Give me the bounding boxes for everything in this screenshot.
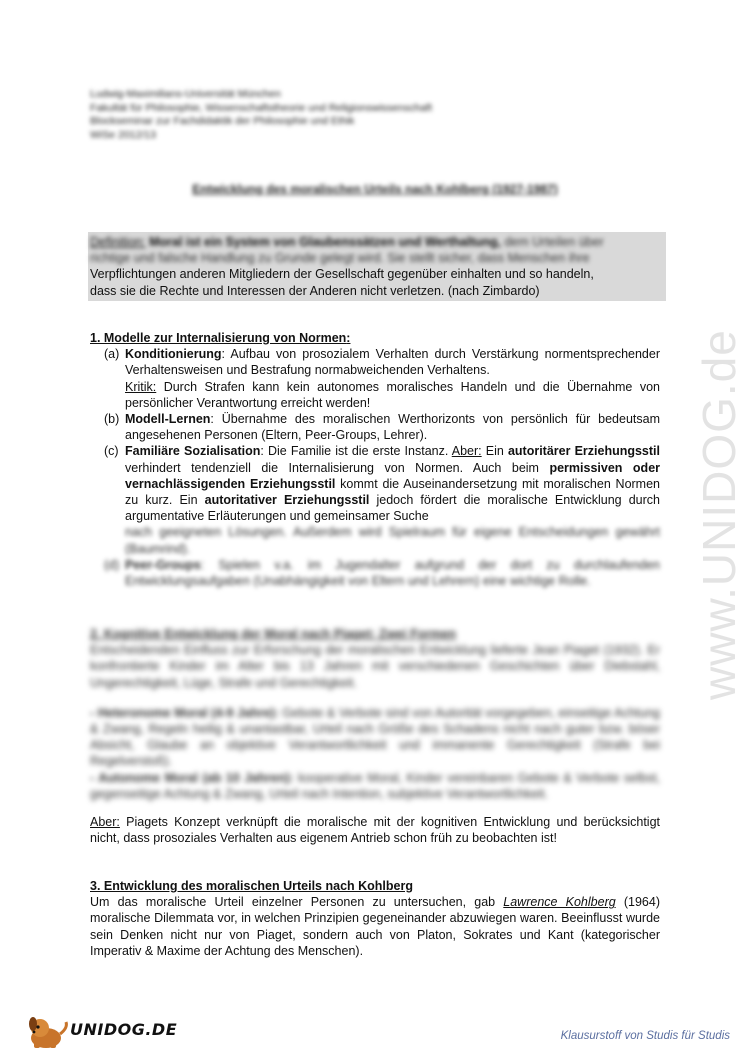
definition-bold: Moral ist ein System von Glaubenssätzen und Werthaltung, xyxy=(149,235,501,249)
definition-label: Definition: xyxy=(90,235,146,249)
dog-icon xyxy=(26,1014,70,1050)
definition-line-2: richtige und falsche Handlung zu Grunde gelegt wird. Sie stellt sicher, dass Menschen ihre xyxy=(90,251,590,266)
section-3 xyxy=(90,878,660,959)
autonome-paragraph xyxy=(90,770,660,802)
definition-line-4: dass sie die Rechte und Interessen der Anderen nicht verletzen. (nach Zimbardo) xyxy=(90,283,540,298)
item-label: (d) xyxy=(104,557,120,572)
aber-text: Piagets Konzept verknüpft die moralische mit der kognitiven Entwicklung und berücksichtigt nicht, dass prosoziales Verhalten aus eigenem Antrieb schon früh zu beobachten ist! xyxy=(90,815,660,846)
header-line: Ludwig-Maximilians-Universität München xyxy=(90,88,281,100)
item-text: : Die Familie ist die erste Instanz. xyxy=(260,444,452,459)
item-label: (a) xyxy=(104,347,120,362)
document-title: Entwicklung des moralischen Urteils nach Kohlberg (1927-1987) xyxy=(192,182,558,196)
kritik-label: Kritik: xyxy=(125,379,157,394)
item-text: jedoch fördert die moralische Entwicklung durch argumentative Erläuterungen und gemeinsamer Suche xyxy=(125,493,660,524)
item-text: : Aufbau von prosozialem Verhalten durch Verstärkung normentsprechender Verhaltensweisen und Bestrafung normabweichenden Verhaltens. xyxy=(125,347,660,378)
item-text: kommt die Auseinandersetzung mit moralischen Normen zu kurz. Ein xyxy=(125,476,660,508)
autonome-text: kooperative Moral, Kinder vereinbaren Gebote & Verbote selbst, gegenseitige Achtung & Zwang, Urteil nach Intention, subjektive Verantwortlichkeit. xyxy=(90,770,661,801)
item-text: Ein xyxy=(481,444,508,459)
kohlberg-name: Lawrence Kohlberg xyxy=(503,895,616,910)
item-label: (b) xyxy=(104,412,120,427)
item-bold: permissiven oder vernachlässigenden Erziehungsstil xyxy=(125,460,661,491)
footer-tagline: Klausurstoff von Studis für Studis xyxy=(560,1030,730,1042)
heteronome-text: Gebote & Verbote sind von Autorität vorgegeben, einseitige Achtung & Zwang, Regeln heilig & unantastbar, Urteil nach Größe des Schadens nicht nach guter bzw. böser Absicht, Glaube an objektive Verantwortlichkeit und immanente Gerechtigkeit (Strafe bei Regelverstoß). xyxy=(90,705,660,769)
item-text: : Übernahme des moralischen Werthorizonts von persönlich für bedeutsam angesehenen Personen (Eltern, Peer-Groups, Lehrer). xyxy=(125,412,660,443)
autonome-term: - Autonome Moral (ab 10 Jahren): xyxy=(90,770,294,785)
section-3-heading: 3. Entwicklung des moralischen Urteils nach Kohlberg xyxy=(90,879,413,893)
logo-text: UNIDOG.DE xyxy=(70,1020,178,1039)
section-2 xyxy=(90,626,660,802)
item-text: : Spielen v.a. im Jugendalter aufgrund der dort zu durchlaufenden Entwicklungsaufgaben (Unabhängigkeit von Eltern und Lehrern) eine wichtige Rolle. xyxy=(125,557,660,589)
list-item-a xyxy=(90,346,660,411)
item-text-blurred: nach geeigneten Lösungen. Außerdem wird Spielraum für eigene Entscheidungen gewährt (Baumrind). xyxy=(125,525,660,556)
kritik-text: Durch Strafen kann kein autonomes moralisches Handeln und die Übernahme von persönlicher Verantwortung erreicht werden! xyxy=(125,379,660,410)
definition-box xyxy=(88,232,666,301)
list-item-c xyxy=(90,443,660,556)
section-1 xyxy=(90,330,660,589)
item-bold: autoritärer Erziehungsstil xyxy=(507,444,660,459)
list-item-d xyxy=(90,557,660,589)
aber-label: Aber: xyxy=(451,444,482,459)
section-2-aber xyxy=(90,814,660,846)
watermark: www.UNIDOG.de xyxy=(693,329,745,700)
item-label: (c) xyxy=(104,444,119,459)
heteronome-term: - Heteronome Moral (4-9 Jahre): xyxy=(90,705,279,720)
section-2-heading: 2. Kognitive Entwicklung der Moral nach Piaget: Zwei Formen xyxy=(90,627,457,641)
section-3-text-1: Um das moralische Urteil einzelner Personen zu untersuchen, gab xyxy=(90,895,504,910)
section-1-heading xyxy=(90,330,660,346)
definition-line-1 xyxy=(90,234,664,250)
definition-line-3: Verpflichtungen anderen Mitgliedern der Gesellschaft gegenüber einhalten und so handeln, xyxy=(90,267,594,282)
definition-rest: dem Urteilen über xyxy=(504,235,604,249)
item-text: verhindert tendenziell die Internalisierung von Normen. Auch beim xyxy=(125,460,550,475)
header-line: WiSe 2012/13 xyxy=(90,128,156,141)
section-2-intro: Entscheidenden Einfluss zur Erforschung der moralischen Entwicklung lieferte Jean Piaget (1932). Er konfrontierte Kinder im Alter bis 13 Jahren mit verschiedenen Geschichten über Diebstahl, Ungerechtigkeit, Lüge, Strafe und Gerechtigkeit. xyxy=(90,643,660,690)
item-term: Modell-Lernen xyxy=(125,412,211,427)
aber-label: Aber: xyxy=(90,815,120,829)
heteronome-paragraph xyxy=(90,705,660,770)
header-line: Blockseminar zur Fachdidaktik der Philosophie und Ethik xyxy=(90,115,355,127)
item-term: Konditionierung xyxy=(125,347,222,362)
list-item-b xyxy=(90,411,660,443)
document-header xyxy=(90,88,650,142)
item-term: Peer-Groups xyxy=(125,557,201,572)
item-term: Familiäre Sozialisation xyxy=(125,444,261,459)
section-1-heading-colon: : xyxy=(346,331,351,345)
section-1-heading-text: 1. Modelle zur Internalisierung von Normen xyxy=(90,331,347,345)
header-line: Fakultät für Philosophie, Wissenschaftstheorie und Religionswissenschaft xyxy=(90,101,433,114)
section-3-text-2: (1964) moralische Dilemmata vor, in welchen Prinzipien gegeneinander abzuwiegen waren. Beeinflusst wurde sein Denken nicht nur von Piaget, sondern auch von Platon, Sokrates und Kant (kategorischer Imperativ & Maxime der Achtung des Menschen). xyxy=(90,895,660,958)
section-3-text xyxy=(90,894,660,959)
item-bold: autoritativer Erziehungsstil xyxy=(204,493,370,508)
unidog-logo xyxy=(26,1014,178,1050)
